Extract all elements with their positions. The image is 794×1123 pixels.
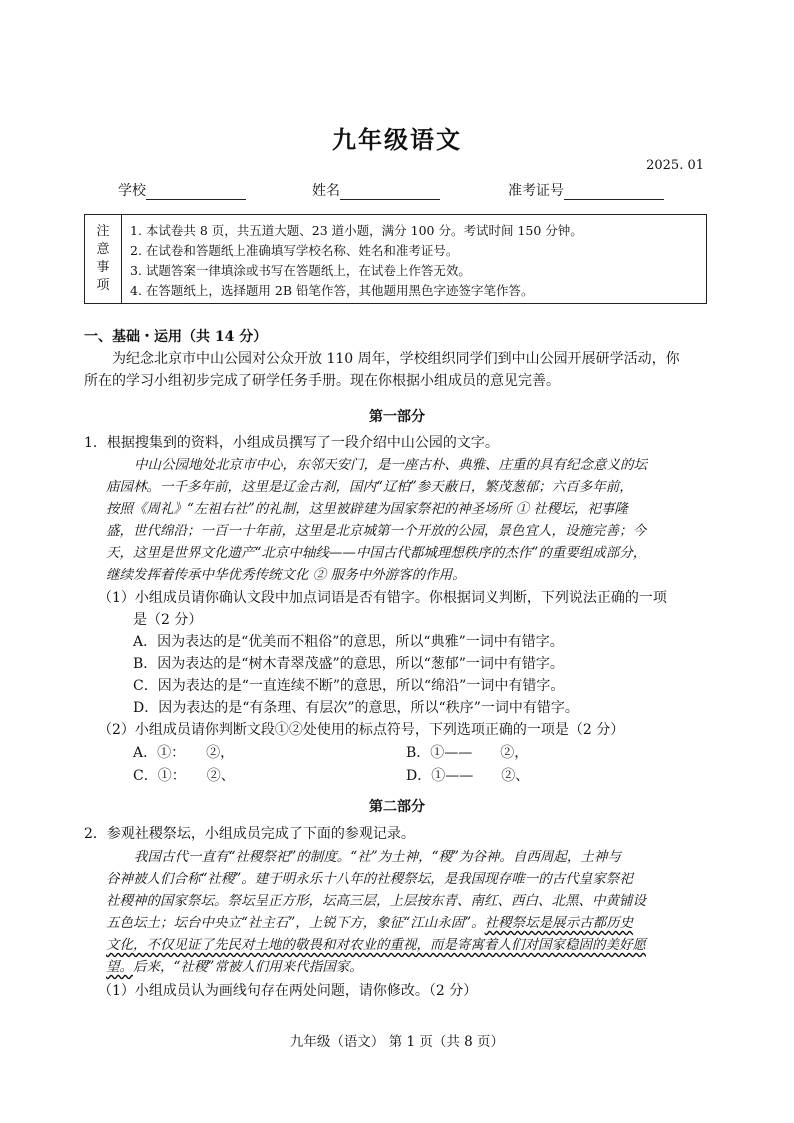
notice-char: 注 xyxy=(96,224,110,239)
question-stem: 1．根据搜集到的资料，小组成员撰写了一段介绍中山公园的文字。 xyxy=(84,435,499,451)
sub-question-stem: （1）小组成员请你确认文段中加点词语是否有错字。你根据词义判断，下列说法正确的一项 xyxy=(98,590,667,606)
passage-line: 盛，世代绵沿；一百一十年前，这里是北京城第一个开放的公园，景色宜人，设施完善；今 xyxy=(106,523,646,539)
passage-line: 社稷神的国家祭坛。祭坛呈正方形，坛高三层，上层按东青、南红、西白、北黑、中黄铺设 xyxy=(106,893,646,909)
underlined-sentence: 社稷祭坛是展示古都历史 xyxy=(484,915,634,931)
school-field xyxy=(118,180,246,200)
page-title: 九年级语文 xyxy=(332,125,462,154)
passage-line: 谷神被人们合称“社稷”。建于明永乐十八年的社稷祭坛，是我国现存唯一的古代皇家祭祀 xyxy=(106,871,633,887)
passage-text: 后来，“社稷”常被人们用来代指国家。 xyxy=(133,959,363,975)
intro-line: 为纪念北京市中山公园对公众开放 110 周年，学校组织同学们到中山公园开展研学活动，你 xyxy=(112,351,680,367)
choice-option-a[interactable]: A．①： ②， xyxy=(133,745,235,761)
section-heading: 一、基础・运用（共 14 分） xyxy=(84,329,268,345)
page-footer: 九年级（语文） 第 1 页（共 8 页） xyxy=(289,1034,505,1050)
school-blank[interactable] xyxy=(146,184,246,200)
notice-char: 项 xyxy=(96,278,110,293)
sub-question-stem: 是（2 分） xyxy=(133,612,203,628)
exam-id-label: 准考证号 xyxy=(508,183,564,199)
exam-id-field xyxy=(508,180,664,200)
part-heading: 第一部分 xyxy=(369,409,425,425)
choice-option-b[interactable]: B．①—— ②， xyxy=(406,745,529,761)
intro-line: 所在的学习小组初步完成了研学任务手册。现在你根据小组成员的意见完善。 xyxy=(84,373,560,389)
notice-side-label xyxy=(85,215,122,303)
notice-char: 事 xyxy=(96,260,110,275)
name-label: 姓名 xyxy=(312,183,340,199)
passage-line: 按照《周礼》“左祖右社”的礼制，这里被辟建为国家祭祀的神圣场所 ① 社稷坛，祀事隆 xyxy=(106,501,628,517)
student-info-row xyxy=(118,180,698,200)
choice-option-a[interactable]: A．因为表达的是“优美而不粗俗”的意思，所以“典雅”一词中有错字。 xyxy=(133,634,564,650)
part-heading: 第二部分 xyxy=(369,799,425,815)
choice-option-b[interactable]: B．因为表达的是“树木青翠茂盛”的意思，所以“葱郁”一词中有错字。 xyxy=(133,656,564,672)
notice-items xyxy=(130,221,700,301)
choice-option-d[interactable]: D．因为表达的是“有条理、有层次”的意思，所以“秩序”一词中有错字。 xyxy=(133,700,579,716)
notice-item: 2. 在试卷和答题纸上准确填写学校名称、姓名和准考证号。 xyxy=(130,243,459,258)
school-label: 学校 xyxy=(118,183,146,199)
notice-item: 1. 本试卷共 8 页，共五道大题、23 道小题，满分 100 分。考试时间 150 分钟。 xyxy=(130,223,583,238)
underlined-sentence: 文化，不仅见证了先民对土地的敬畏和对农业的重视，而是寄寓着人们对国家稳固的美好愿 xyxy=(106,937,646,953)
name-blank[interactable] xyxy=(340,184,440,200)
underlined-sentence: 望。 xyxy=(106,959,133,975)
passage-line: 中山公园地处北京市中心，东邻天安门，是一座古朴、典雅、庄重的具有纪念意义的坛 xyxy=(134,457,647,473)
passage-line: 天，这里是世界文化遗产“北京中轴线——中国古代都城理想秩序的杰作”的重要组成部分， xyxy=(106,545,647,561)
notice-item: 4. 在答题纸上，选择题用 2B 铅笔作答，其他题用黑色字迹签字笔作答。 xyxy=(130,283,534,298)
passage-line: 我国古代一直有“社稷祭祀”的制度。“社”为土神，“稷”为谷神。自西周起，土神与 xyxy=(134,849,621,865)
passage-line: 庙园林。一千多年前，这里是辽金古刹，国内“辽柏”参天蔽日，繁茂葱郁；六百多年前， xyxy=(106,479,633,495)
name-field xyxy=(312,180,440,200)
notice-box xyxy=(84,214,707,304)
question-stem: 2．参观社稷祭坛，小组成员完成了下面的参观记录。 xyxy=(84,826,415,842)
passage-line xyxy=(106,912,633,934)
passage-line: 继续发挥着传承中华优秀传统文化 ② 服务中外游客的作用。 xyxy=(106,567,466,583)
choice-option-c[interactable]: C．因为表达的是“一直连续不断”的意思，所以“绵沿”一词中有错字。 xyxy=(133,678,565,694)
choice-option-d[interactable]: D．①—— ②、 xyxy=(406,768,530,784)
choice-option-c[interactable]: C．①： ②、 xyxy=(133,768,235,784)
sub-question-stem: （2）小组成员请你判断文段①②处使用的标点符号，下列选项正确的一项是（2 分） xyxy=(98,722,625,738)
notice-item: 3. 试题答案一律填涂或书写在答题纸上，在试卷上作答无效。 xyxy=(130,263,471,278)
sub-question-stem: （1）小组成员认为画线句存在两处问题，请你修改。（2 分） xyxy=(98,983,478,999)
passage-line xyxy=(106,956,363,978)
passage-text: 五色坛土；坛台中央立“社主石”，上锐下方，象征“江山永固”。 xyxy=(106,915,485,931)
exam-date: 2025. 01 xyxy=(646,158,704,173)
exam-id-blank[interactable] xyxy=(564,184,664,200)
notice-char: 意 xyxy=(96,242,110,257)
